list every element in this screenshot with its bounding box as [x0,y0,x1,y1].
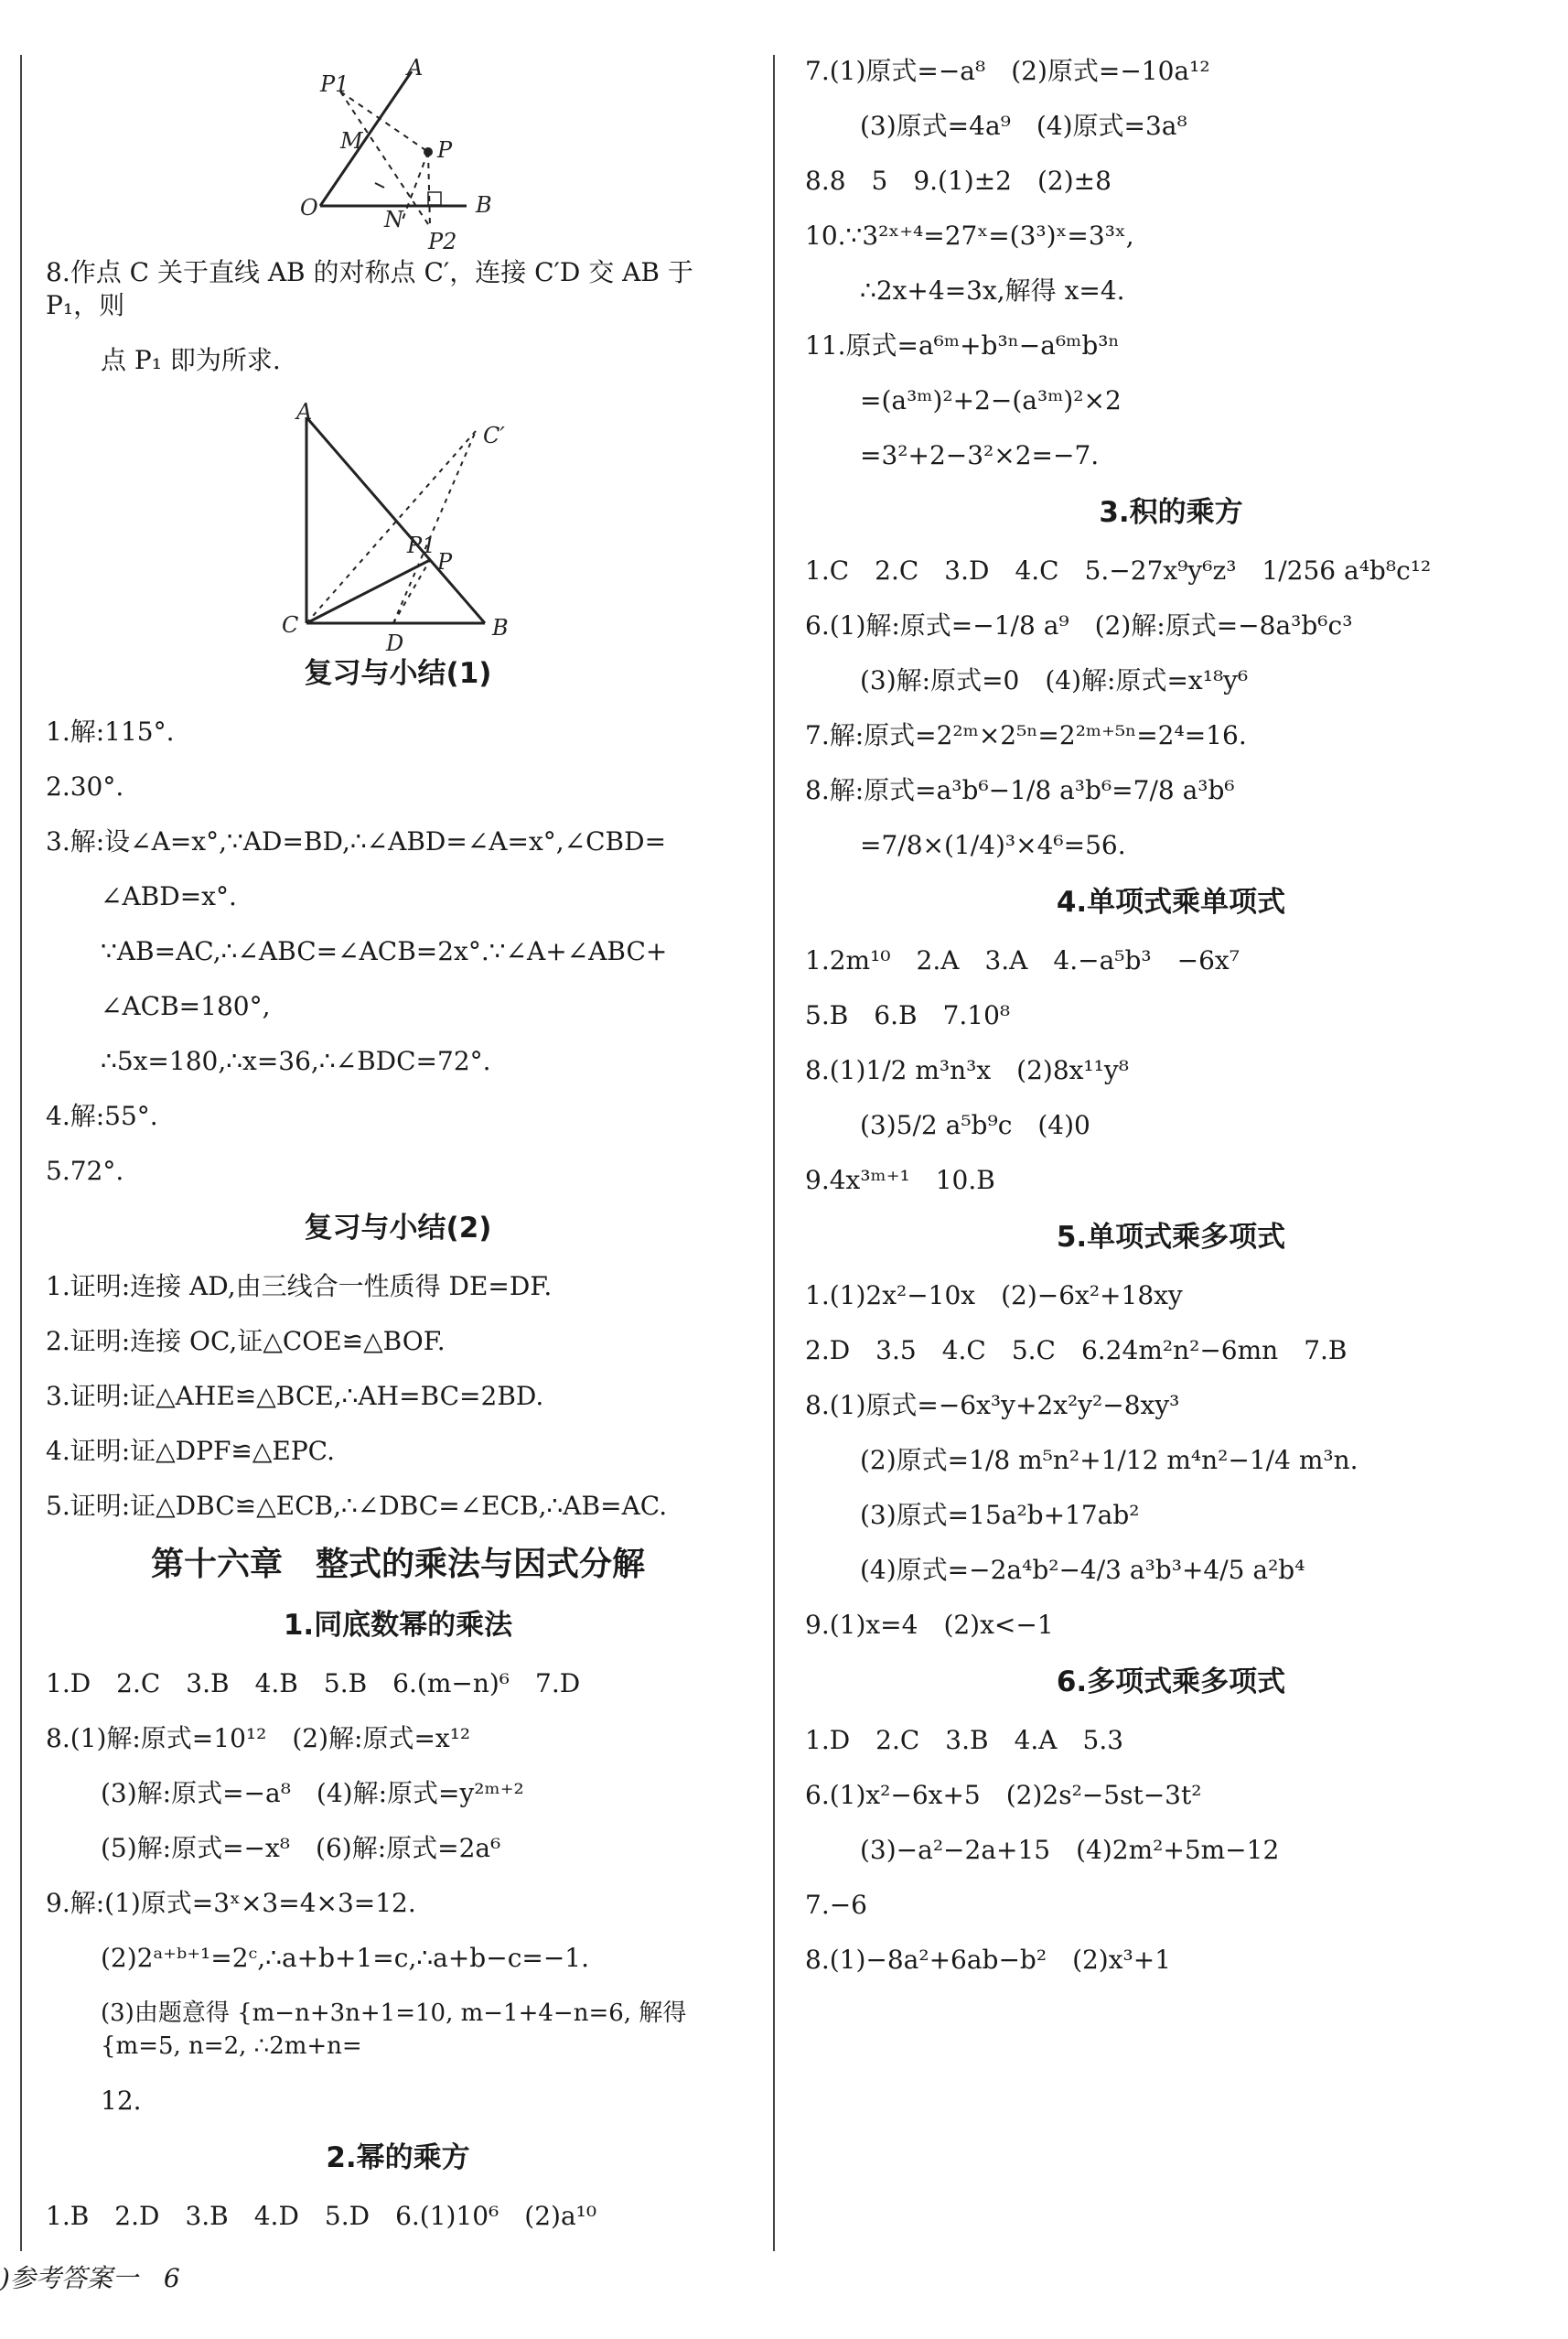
answer-line: (3)5/2 a⁵b⁹c (4)0 [860,1110,1090,1140]
answer-line: 11.原式=a⁶ᵐ+b³ⁿ−a⁶ᵐb³ⁿ [805,330,1120,361]
label-p1: P1 [320,71,349,97]
answer-line: 1.D 2.C 3.B 4.B 5.B 6.(m−n)⁶ 7.D [46,1668,581,1698]
answer-line: (3)解:原式=0 (4)解:原式=x¹⁸y⁶ [860,665,1249,695]
answer-line: 9.(1)x=4 (2)x<−1 [805,1610,1054,1640]
label-p2: P2 [428,229,457,254]
answer-line: 1.2m¹⁰ 2.A 3.A 4.−a⁵b³ −6x⁷ [805,945,1240,975]
answer-line: 3.证明:证△AHE≌△BCE,∴AH=BC=2BD. [46,1381,544,1411]
section5-title: 5.单项式乘多项式 [1056,1221,1286,1254]
label-o: O [300,195,318,221]
answer-line: 5.证明:证△DBC≌△ECB,∴∠DBC=∠ECB,∴AB=AC. [46,1491,668,1521]
answer-line: (2)2ᵃ⁺ᵇ⁺¹=2ᶜ,∴a+b+1=c,∴a+b−c=−1. [101,1943,590,1973]
answer-line: 2.证明:连接 OC,证△COE≌△BOF. [46,1326,446,1356]
chapter-title: 第十六章 整式的乘法与因式分解 [150,1546,645,1583]
section3-title: 3.积的乘方 [1099,496,1243,529]
answer-line: ∵AB=AC,∴∠ABC=∠ACB=2x°.∵∠A+∠ABC+ [101,936,668,966]
label-d: D [386,631,404,655]
answer-line: 12. [101,2086,142,2116]
answer-line: 4.解:55°. [46,1101,158,1131]
answer-line: =7/8×(1/4)³×4⁶=56. [860,830,1126,860]
answer-line: 6.(1)x²−6x+5 (2)2s²−5st−3t² [805,1780,1202,1810]
answer-line: (3)−a²−2a+15 (4)2m²+5m−12 [860,1835,1280,1865]
answer-line: ∴2x+4=3x,解得 x=4. [860,275,1125,306]
answer-line: 4.证明:证△DPF≌△EPC. [46,1436,335,1466]
label-m: M [340,128,363,154]
answer-line: 8.8 5 9.(1)±2 (2)±8 [805,166,1112,196]
answer-line: ∠ABD=x°. [101,881,237,911]
answer-line: =(a³ᵐ)²+2−(a³ᵐ)²×2 [860,385,1122,415]
label-b2: B [492,615,509,641]
label-p-2: P [437,549,453,575]
right-column [805,55,1537,1999]
answer-line: ∠ACB=180°, [101,991,271,1021]
answer-line: (3)由题意得 {m−n+3n+1=10, m−1+4−n=6, 解得 {m=5, n=2, ∴2m+n= [101,1999,687,2060]
answer-line: (2)原式=1/8 m⁵n²+1/12 m⁴n²−1/4 m³n. [860,1445,1359,1475]
left-margin-rule [20,55,22,2251]
review1-title: 复习与小结(1) [304,657,492,690]
answer-line: =3²+2−3²×2=−7. [860,440,1100,470]
label-b: B [476,192,492,218]
answer-line: (5)解:原式=−x⁸ (6)解:原式=2a⁶ [101,1833,501,1863]
answer-line: 10.∵3²ˣ⁺⁴=27ˣ=(3³)ˣ=3³ˣ, [805,221,1134,251]
left-column [46,55,750,2255]
answer-line: 1.C 2.C 3.D 4.C 5.−27x⁹y⁶z³ 1/256 a⁴b⁸c¹² [805,555,1432,586]
answer-line: 6.(1)解:原式=−1/8 a⁹ (2)解:原式=−8a³b⁶c³ [805,610,1353,641]
answer-line: 8.(1)原式=−6x³y+2x²y²−8xy³ [805,1390,1180,1420]
label-c-prime: C′ [483,423,505,448]
answer-line: 1.D 2.C 3.B 4.A 5.3 [805,1725,1124,1755]
answer-line: 7.解:原式=2²ᵐ×2⁵ⁿ=2²ᵐ⁺⁵ⁿ=2⁴=16. [805,720,1247,750]
answer-line: 3.解:设∠A=x°,∵AD=BD,∴∠ABD=∠A=x°,∠CBD= [46,826,667,857]
answer-line: 8.(1)1/2 m³n³x (2)8x¹¹y⁸ [805,1055,1129,1085]
label-p: P [437,137,453,163]
answer-line: 5.72°. [46,1156,124,1186]
answer-line: ∴5x=180,∴x=36,∴∠BDC=72°. [101,1046,491,1076]
label-a2: A [296,399,313,425]
q8-text-line1: 8.作点 C 关于直线 AB 的对称点 C′，连接 C′D 交 AB 于 P₁，则 [46,257,693,320]
answer-line: 7.(1)原式=−a⁸ (2)原式=−10a¹² [805,56,1210,86]
answer-line: 8.(1)−8a²+6ab−b² (2)x³+1 [805,1945,1172,1975]
answer-line: 7.−6 [805,1890,867,1920]
review2-title: 复习与小结(2) [304,1212,492,1245]
answer-line: 5.B 6.B 7.10⁸ [805,1000,1011,1030]
answer-line: 2.30°. [46,771,124,802]
answer-line: 1.证明:连接 AD,由三线合一性质得 DE=DF. [46,1271,553,1301]
answer-line: 8.(1)解:原式=10¹² (2)解:原式=x¹² [46,1723,471,1753]
answer-line: 1.解:115°. [46,717,175,747]
section2-title: 2.幂的乘方 [326,2141,470,2174]
label-a: A [407,55,424,81]
answer-line: (3)原式=15a²b+17ab² [860,1500,1140,1530]
answer-line: (3)原式=4a⁹ (4)原式=3a⁸ [860,111,1187,141]
answer-line: 1.B 2.D 3.B 4.D 5.D 6.(1)10⁶ (2)a¹⁰ [46,2201,597,2231]
figure-angle-reflection [46,55,750,256]
section1-title: 1.同底数幂的乘法 [283,1609,513,1642]
answer-line: 2.D 3.5 4.C 5.C 6.24m²n²−6mn 7.B [805,1335,1348,1365]
answer-line: (4)原式=−2a⁴b²−4/3 a³b³+4/5 a²b⁴ [860,1555,1305,1585]
answer-line: 8.解:原式=a³b⁶−1/8 a³b⁶=7/8 a³b⁶ [805,775,1235,805]
label-n: N [384,207,403,232]
label-p1-2: P1 [407,533,436,558]
answer-line: 1.(1)2x²−10x (2)−6x²+18xy [805,1280,1183,1310]
section6-title: 6.多项式乘多项式 [1056,1665,1286,1698]
q8-text-line2: 点 P₁ 即为所求. [101,345,281,375]
label-c: C [282,612,299,638]
column-divider [773,55,775,2251]
answer-line: (3)解:原式=−a⁸ (4)解:原式=y²ᵐ⁺² [101,1778,524,1808]
answer-line: 9.4x³ᵐ⁺¹ 10.B [805,1165,995,1195]
page-footer: )参考答案一 6 [0,2263,180,2293]
answer-line: 9.解:(1)原式=3ˣ×3=4×3=12. [46,1888,416,1918]
figure-triangle-symmetry [46,399,750,655]
section4-title: 4.单项式乘单项式 [1056,886,1286,919]
